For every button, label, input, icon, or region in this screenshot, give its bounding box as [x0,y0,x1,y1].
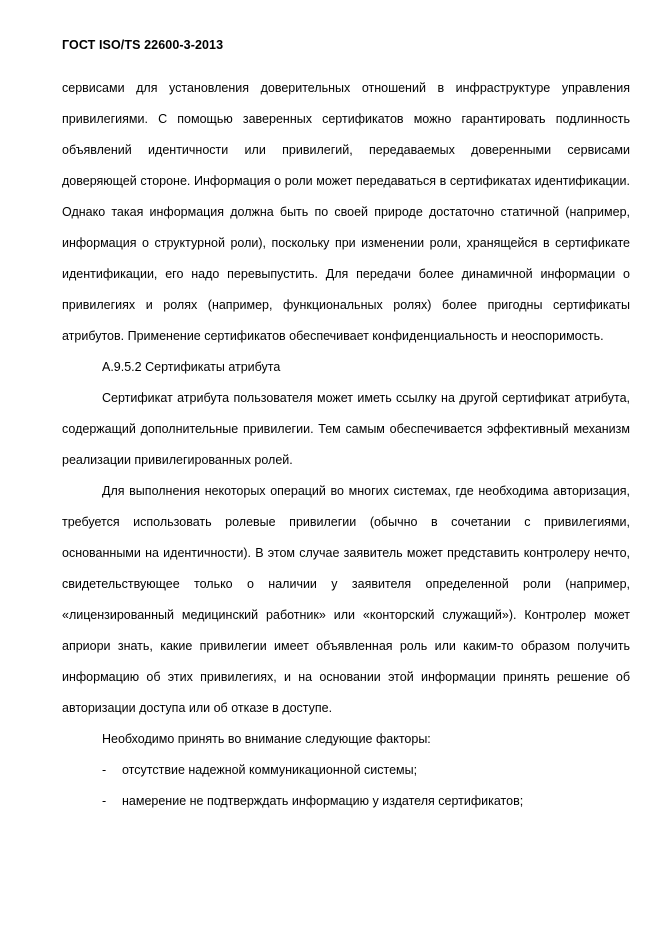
paragraph-attribute-certificate: Сертификат атрибута пользователя может иметь ссылку на другой сертификат атрибута, содержащий дополнительные привилегии. Тем самым обеспечивается эффективный механизм реализации привилегированных ролей. [62,391,630,467]
paragraph-factors-intro: Необходимо принять во внимание следующие факторы: [102,732,431,746]
list-dash: - [102,763,107,777]
list-dash: - [102,794,107,808]
section-heading: А.9.5.2 Сертификаты атрибута [102,360,281,374]
document-body [62,73,630,817]
document-header: ГОСТ ISO/TS 22600-3-2013 [62,38,224,52]
list-item [62,755,630,786]
list-item-text: отсутствие надежной коммуникационной системы; [122,763,418,777]
paragraph-trust-services: сервисами для установления доверительных отношений в инфраструктуре управления привилегиями. С помощью заверенных сертификатов можно гарантировать подлинность объявлений идентичности или привилегий, передаваемых доверенными сервисами доверяющей стороне. Информация о роли может передаваться в сертификатах идентификации. Однако такая информация должна быть по своей природе достаточно статичной (например, информация о структурной роли), поскольку при изменении роли, хранящейся в сертификате идентификации, его надо перевыпустить. Для передачи более динамичной информации о привилегиях и ролях (например, функциональных ролях) более пригодны сертификаты атрибутов. Применение сертификатов обеспечивает конфиденциальность и неоспоримость. [62,81,630,343]
list-item-text: намерение не подтверждать информацию у издателя сертификатов; [122,794,524,808]
list-item [62,786,630,817]
paragraph-role-privileges: Для выполнения некоторых операций во многих системах, где необходима авторизация, требуется использовать ролевые привилегии (обычно в сочетании с привилегиями, основанными на идентичности). В этом случае заявитель может представить контролеру нечто, свидетельствующее только о наличии у заявителя определенной роли (например, «лицензированный медицинский работник» или «конторский служащий»). Контролер может априори знать, какие привилегии имеет объявленная роль или каким-то образом получить информацию об этих привилегиях, и на основании этой информации принять решение об авторизации доступа или об отказе в доступе. [62,484,630,715]
